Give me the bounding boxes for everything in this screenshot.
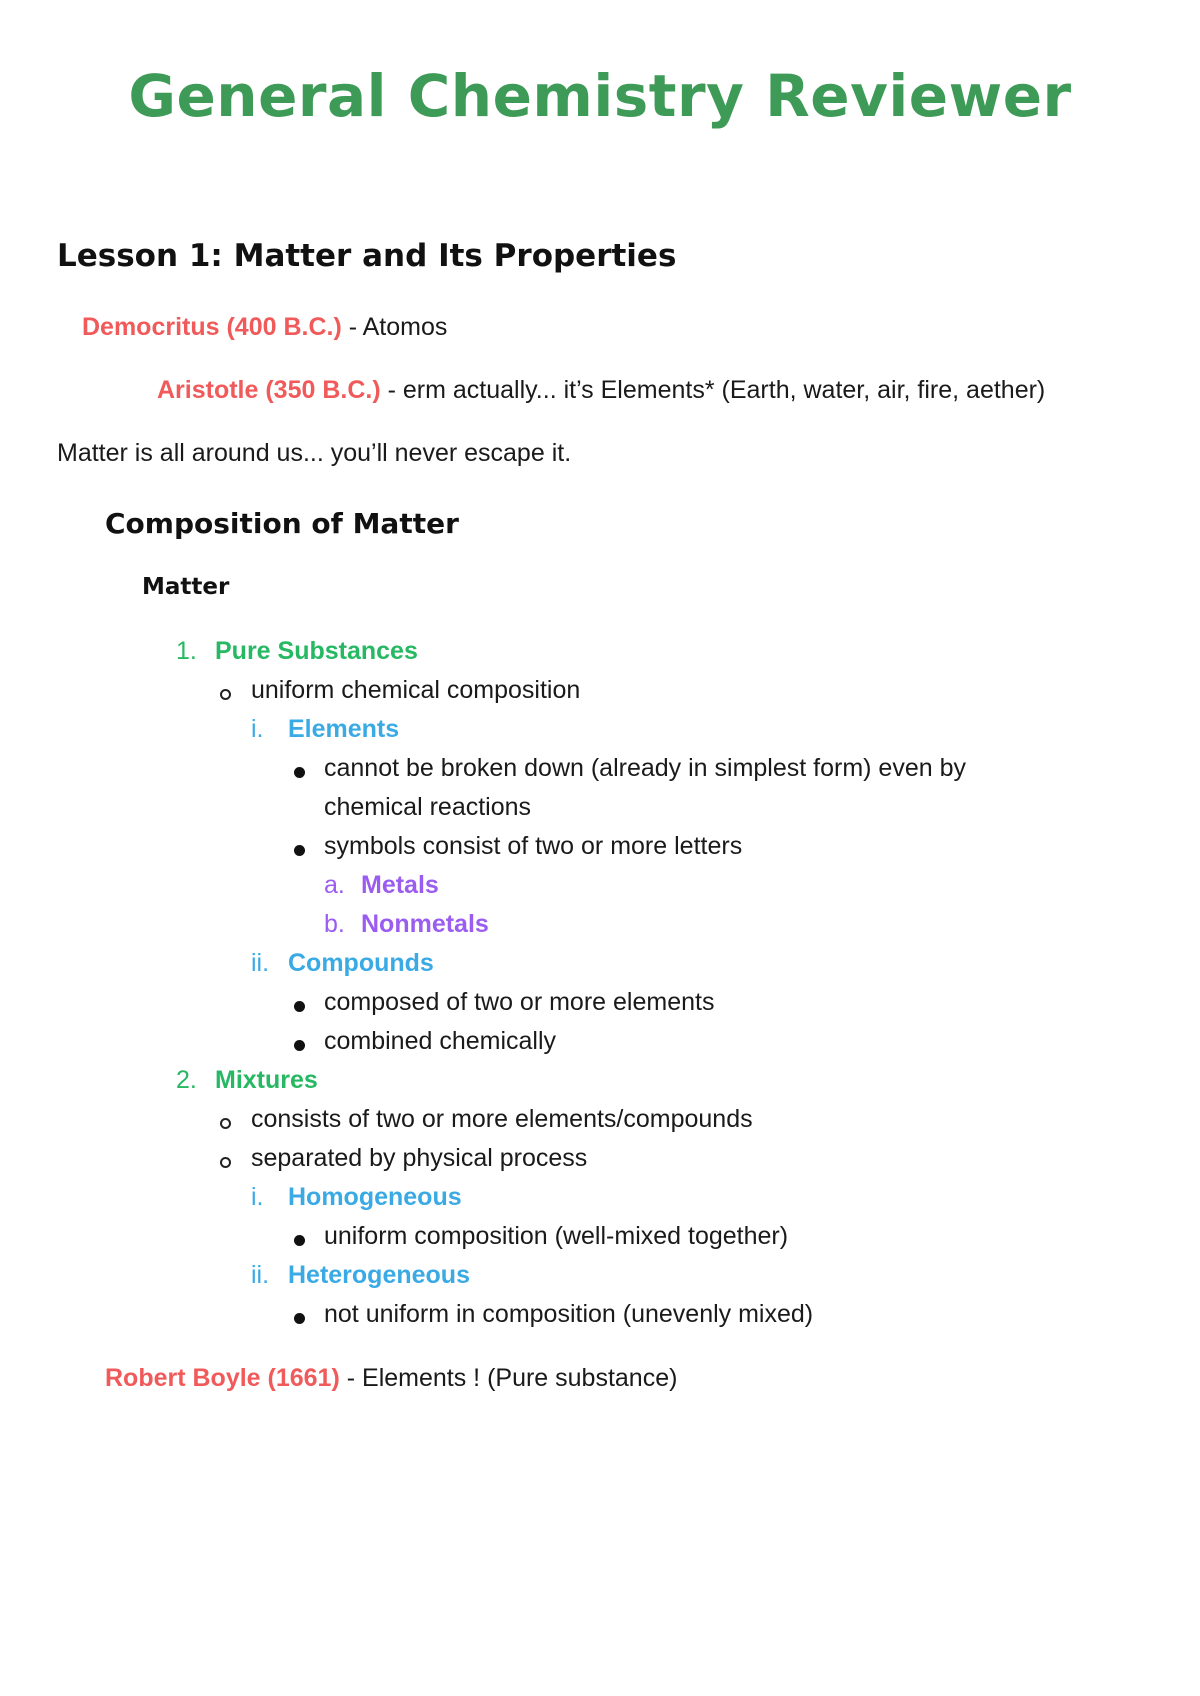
democritus-name: Democritus (400 B.C.)	[82, 313, 342, 341]
lesson-heading: Lesson 1: Matter and Its Properties	[57, 238, 677, 274]
list-marker: 2.	[176, 1066, 197, 1094]
democritus-text: - Atomos	[341, 313, 448, 341]
democritus-line	[82, 313, 447, 342]
list-item: composed of two or more elements	[324, 988, 715, 1016]
list-item: symbols consist of two or more letters	[324, 832, 743, 860]
disc-bullet-icon	[294, 1001, 305, 1012]
list-marker: a.	[324, 871, 345, 899]
aristotle-line	[157, 376, 1045, 405]
heterogeneous-label: Heterogeneous	[288, 1261, 470, 1289]
list-marker: i.	[251, 1183, 264, 1211]
disc-bullet-icon	[294, 1040, 305, 1051]
list-marker: ii.	[251, 949, 270, 977]
list-marker: 1.	[176, 637, 197, 665]
circle-bullet-icon	[220, 1118, 231, 1129]
list-item: chemical reactions	[324, 793, 532, 821]
circle-bullet-icon	[220, 1157, 231, 1168]
compounds-label: Compounds	[288, 949, 434, 977]
composition-heading: Composition of Matter	[105, 507, 459, 540]
aristotle-name: Aristotle (350 B.C.)	[157, 376, 381, 404]
list-item: not uniform in composition (unevenly mixed)	[324, 1300, 814, 1328]
matter-label: Matter	[142, 574, 230, 600]
disc-bullet-icon	[294, 1235, 305, 1246]
list-item: consists of two or more elements/compounds	[251, 1105, 753, 1133]
list-marker: ii.	[251, 1261, 270, 1289]
homogeneous-label: Homogeneous	[288, 1183, 462, 1211]
metals-label: Metals	[361, 871, 439, 899]
boyle-name: Robert Boyle (1661)	[105, 1364, 340, 1392]
list-item: separated by physical process	[251, 1144, 588, 1172]
mixtures-label: Mixtures	[215, 1066, 318, 1094]
pure-desc: uniform chemical composition	[251, 676, 581, 704]
circle-bullet-icon	[220, 689, 231, 700]
list-marker: b.	[324, 910, 345, 938]
disc-bullet-icon	[294, 845, 305, 856]
boyle-text: - Elements ! (Pure substance)	[339, 1364, 678, 1392]
list-item: combined chemically	[324, 1027, 557, 1055]
nonmetals-label: Nonmetals	[361, 910, 489, 938]
intro-line: Matter is all around us... you’ll never escape it.	[57, 439, 572, 467]
list-item: cannot be broken down (already in simplest form) even by	[324, 754, 966, 782]
disc-bullet-icon	[294, 767, 305, 778]
list-item: uniform composition (well-mixed together)	[324, 1222, 789, 1250]
disc-bullet-icon	[294, 1313, 305, 1324]
boyle-line	[105, 1364, 677, 1393]
list-marker: i.	[251, 715, 264, 743]
pure-substances-label: Pure Substances	[215, 637, 418, 665]
document-title: General Chemistry Reviewer	[128, 62, 1072, 130]
elements-label: Elements	[288, 715, 400, 743]
aristotle-text: - erm actually... it’s Elements* (Earth, water, air, fire, aether)	[380, 376, 1046, 404]
